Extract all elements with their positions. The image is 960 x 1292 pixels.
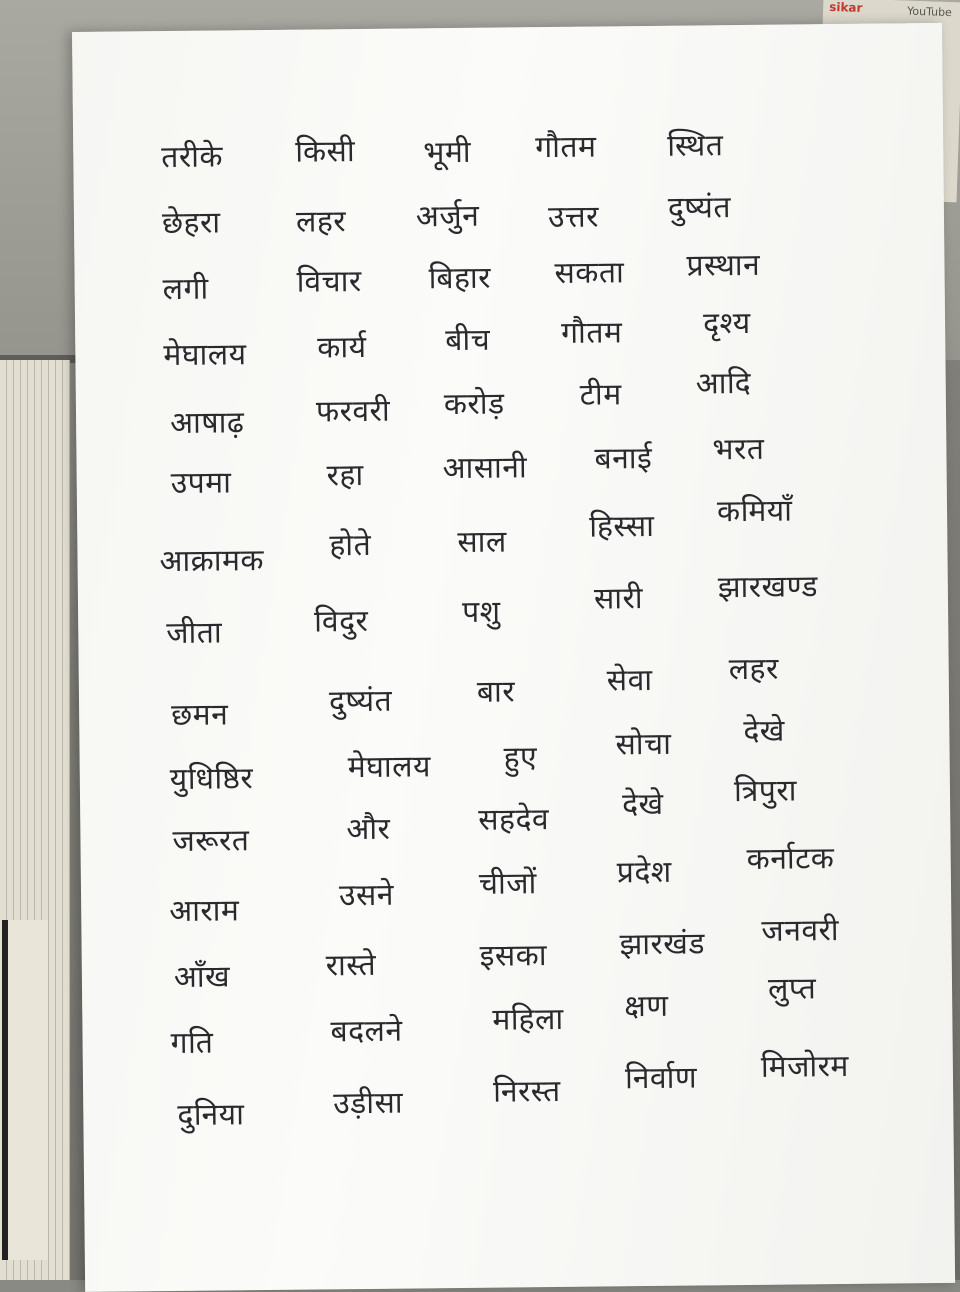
word: दुष्यंत — [667, 190, 732, 226]
word: क्षण — [624, 988, 669, 1025]
word: भूमी — [423, 134, 472, 171]
word: निर्वाण — [624, 1060, 698, 1097]
word: मेघालय — [347, 749, 432, 786]
word: छेहरा — [161, 205, 221, 242]
word: निरस्त — [492, 1073, 561, 1110]
word: गौतम — [535, 129, 597, 166]
word: मेघालय — [163, 337, 247, 374]
word: बिहार — [428, 260, 492, 297]
newspaper-tag: YouTube — [906, 4, 953, 20]
word: चीजों — [478, 866, 537, 902]
word: और — [346, 811, 391, 848]
word: जनवरी — [761, 913, 840, 949]
word: दुनिया — [177, 1097, 245, 1133]
word: उत्तर — [547, 199, 600, 236]
word: देखे — [621, 786, 664, 823]
word: गति — [170, 1025, 214, 1062]
word: लगी — [162, 271, 209, 308]
word: महिला — [492, 1001, 564, 1038]
word: बार — [476, 674, 516, 710]
word: प्रस्थान — [686, 247, 761, 284]
word: भरत — [712, 431, 765, 468]
word: युधिष्ठिर — [169, 761, 254, 798]
word: करोड़ — [443, 386, 505, 423]
word: देखे — [743, 713, 786, 750]
handwritten-sheet — [72, 23, 955, 1292]
word: आक्रामक — [159, 543, 265, 580]
newspaper-masthead: sikar — [828, 0, 863, 15]
word: दृश्य — [702, 305, 751, 342]
word: सहदेव — [478, 802, 550, 838]
word: प्रदेश — [616, 854, 672, 891]
word: जरूरत — [172, 823, 250, 859]
word: फरवरी — [315, 393, 391, 430]
word: कमियाँ — [716, 493, 793, 530]
word: कार्य — [317, 329, 367, 366]
word: आराम — [169, 893, 240, 930]
newspaper-left — [0, 360, 70, 1280]
word: स्थित — [667, 128, 724, 164]
word: जीता — [166, 615, 223, 652]
word: बदलने — [330, 1013, 403, 1050]
word: सोचा — [615, 726, 672, 763]
word: छमन — [170, 697, 229, 733]
newspaper-headline — [2, 920, 48, 1260]
word: साल — [457, 524, 507, 560]
word: तरीके — [161, 139, 224, 176]
word: हुए — [503, 740, 538, 776]
word: सारी — [593, 581, 644, 617]
word: झारखंड — [619, 926, 706, 963]
word: आसानी — [442, 450, 528, 487]
word: पशु — [461, 594, 501, 630]
word: झारखण्ड — [717, 569, 819, 606]
word: सकता — [554, 255, 625, 291]
word: लुप्त — [767, 971, 817, 1007]
word: आँख — [173, 959, 231, 995]
word: सेवा — [606, 662, 653, 699]
word: लहर — [728, 651, 779, 688]
word: उपमा — [170, 465, 232, 501]
word: आदि — [695, 365, 752, 402]
word: हिस्सा — [589, 508, 655, 545]
word: कर्नाटक — [746, 841, 835, 877]
word: बनाई — [594, 440, 653, 477]
word: किसी — [295, 134, 356, 170]
word: लहर — [295, 204, 347, 240]
word: इसका — [479, 938, 548, 974]
word: त्रिपुरा — [733, 773, 798, 810]
word: टीम — [579, 377, 622, 413]
word: विचार — [296, 263, 362, 300]
word: होते — [329, 527, 372, 564]
word: मिजोरम — [760, 1048, 850, 1085]
word: विदुर — [314, 603, 369, 640]
word: उड़ीसा — [333, 1085, 404, 1122]
word: रास्ते — [325, 947, 377, 984]
word: गौतम — [560, 315, 623, 351]
word: उसने — [338, 877, 395, 914]
word: अर्जुन — [415, 198, 480, 235]
word: दुष्यंत — [328, 683, 393, 720]
word: आषाढ़ — [169, 405, 245, 441]
word: रहा — [326, 457, 364, 494]
word: बीच — [445, 322, 491, 359]
